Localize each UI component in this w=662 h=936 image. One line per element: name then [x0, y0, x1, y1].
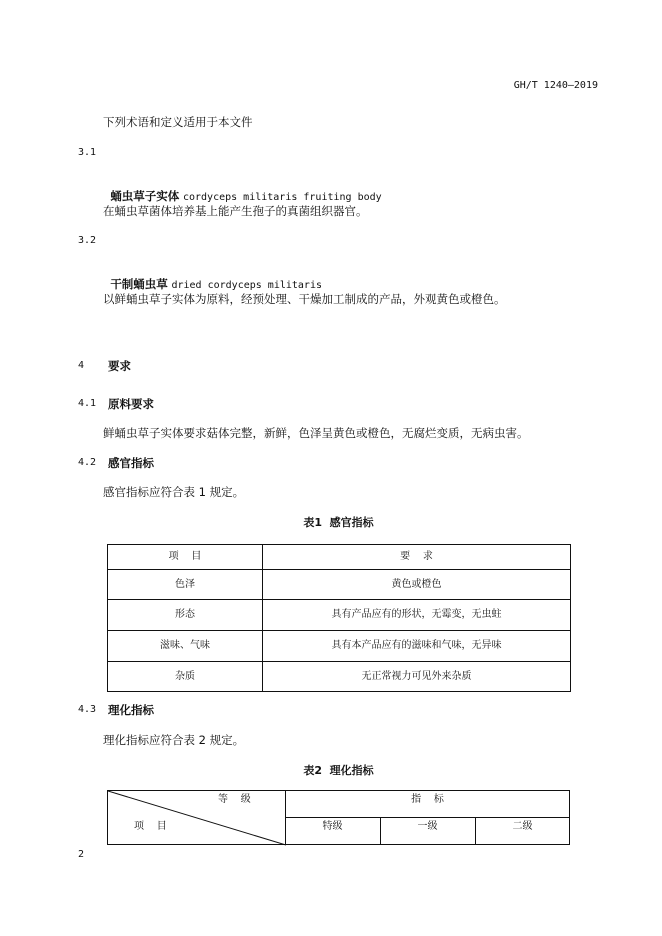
indicator-group-header: 指 标 — [411, 794, 444, 805]
section-number: 4 — [78, 360, 85, 371]
table-cell-item: 杂质 — [108, 662, 263, 692]
section-number: 4.1 — [78, 398, 97, 409]
term-number: 3.1 — [78, 147, 97, 158]
table1-caption: 表1 感官指标 — [303, 516, 374, 529]
grade-header: 二级 — [512, 821, 533, 832]
table-cell-item: 形态 — [108, 600, 263, 631]
diagonal-line — [108, 791, 286, 845]
table-header-cell: 要 求 — [263, 545, 571, 570]
section-text: 感官指标应符合表 1 规定。 — [103, 485, 245, 499]
table-cell-requirement: 具有本产品应有的滋味和气味，无异味 — [263, 631, 571, 662]
table-cell-requirement: 无正常视力可见外来杂质 — [263, 662, 571, 692]
page-number: 2 — [78, 849, 85, 860]
term-definition: 以鲜蛹虫草子实体为原料，经预处理、干燥加工制成的产品，外观黄色或橙色。 — [103, 292, 506, 306]
corner-diagonal — [108, 791, 286, 846]
sensory-table — [107, 544, 571, 692]
table2-caption: 表2 理化指标 — [303, 764, 374, 777]
section-number: 4.2 — [78, 457, 97, 468]
term-heading — [103, 263, 322, 293]
section-text: 理化指标应符合表 2 规定。 — [103, 733, 245, 747]
term-zh: 干制蛹虫草 — [110, 277, 168, 291]
term-number: 3.2 — [78, 235, 97, 246]
section-title: 感官指标 — [108, 456, 154, 470]
section-title: 要求 — [108, 359, 131, 373]
table-header-row — [108, 545, 571, 570]
table-row — [108, 662, 571, 692]
physicochemical-table — [107, 790, 570, 845]
grade-header: 特级 — [322, 821, 343, 832]
term-heading — [103, 175, 382, 205]
table-cell-requirement: 黄色或橙色 — [263, 570, 571, 600]
term-en: cordyceps militaris fruiting body — [182, 192, 382, 203]
section-title: 原料要求 — [108, 397, 154, 411]
row-divider — [285, 817, 569, 818]
corner-item-label: 项 目 — [134, 821, 167, 832]
terms-intro: 下列术语和定义适用于本文件 — [103, 115, 253, 129]
term-definition: 在蛹虫草菌体培养基上能产生孢子的真菌组织器官。 — [103, 204, 368, 218]
term-zh: 蛹虫草子实体 — [110, 189, 180, 203]
table-header-cell: 项 目 — [108, 545, 263, 570]
table-row — [108, 570, 571, 600]
corner-grade-label: 等 级 — [218, 794, 251, 805]
table-row — [108, 600, 571, 631]
table-row — [108, 631, 571, 662]
section-title: 理化指标 — [108, 703, 154, 717]
table-cell-item: 滋味、气味 — [108, 631, 263, 662]
table-cell-item: 色泽 — [108, 570, 263, 600]
grade-header: 一级 — [417, 821, 438, 832]
document-code: GH/T 1240—2019 — [513, 80, 598, 91]
section-number: 4.3 — [78, 704, 97, 715]
table-cell-requirement: 具有产品应有的形状，无霉变，无虫蛀 — [263, 600, 571, 631]
section-text: 鲜蛹虫草子实体要求菇体完整，新鲜，色泽呈黄色或橙色，无腐烂变质，无病虫害。 — [103, 426, 529, 440]
term-en: dried cordyceps militaris — [171, 280, 322, 291]
